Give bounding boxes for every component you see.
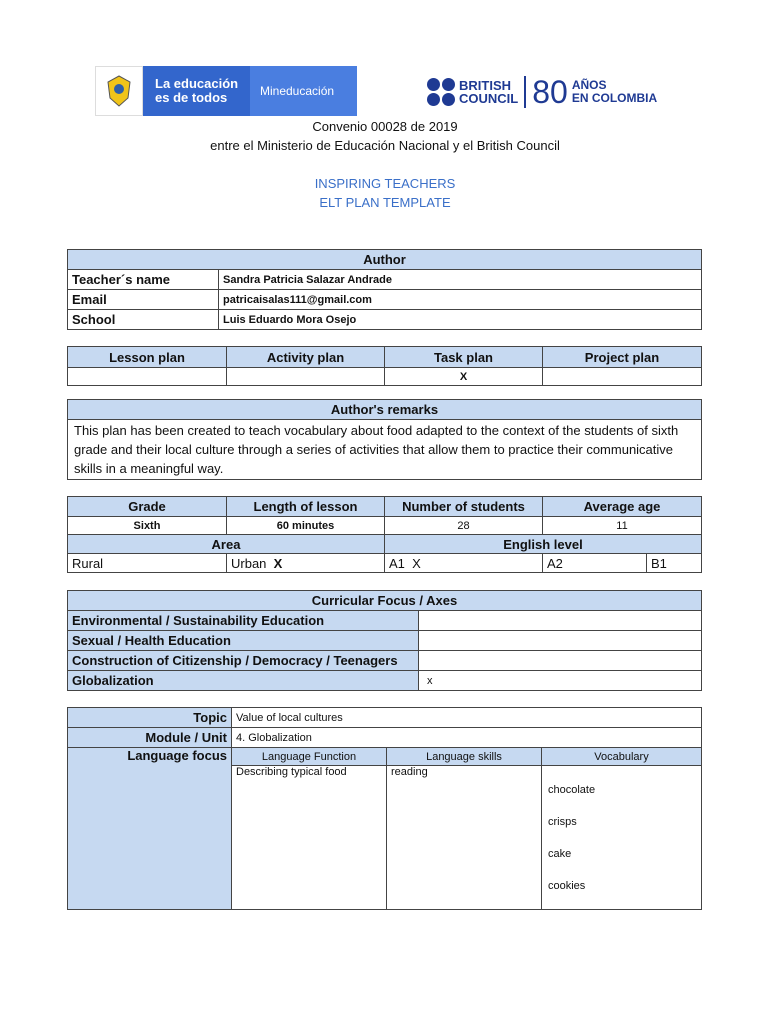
project-plan-mark xyxy=(543,368,702,386)
vocabulary-item: cake xyxy=(548,848,572,860)
teacher-value: Sandra Patricia Salazar Andrade xyxy=(219,270,702,290)
urban-option xyxy=(227,554,385,573)
author-table xyxy=(67,249,702,330)
remarks-heading: Author's remarks xyxy=(68,400,702,420)
brand-line-1: La educación xyxy=(155,76,239,91)
curricular-mark-environmental xyxy=(419,611,702,631)
agreement-parties: entre el Ministerio de Educación Nacional y el British Council xyxy=(210,138,560,153)
language-function-header: Language Function xyxy=(232,748,387,766)
length-label: Length of lesson xyxy=(227,497,385,517)
english-level-label: English level xyxy=(385,535,702,554)
education-brand xyxy=(143,66,250,116)
bc-years-1: AÑOS xyxy=(571,78,607,92)
topic-label: Topic xyxy=(68,708,232,728)
a1-option xyxy=(385,554,543,573)
vocabulary-item: cookies xyxy=(548,880,586,892)
bc-line-1: BRITISH xyxy=(459,78,511,93)
curricular-mark-globalization: x xyxy=(419,671,702,691)
vocabulary-item: chocolate xyxy=(548,784,596,796)
students-label: Number of students xyxy=(385,497,543,517)
school-label: School xyxy=(68,310,219,330)
program-title: INSPIRING TEACHERS xyxy=(314,176,456,191)
rural-label: Rural xyxy=(72,555,104,571)
bc-80: 80 xyxy=(524,76,568,108)
convenio-text: Convenio 00028 de 2019 xyxy=(312,119,458,134)
grade-value: Sixth xyxy=(68,517,227,535)
curricular-heading: Curricular Focus / Axes xyxy=(68,591,702,611)
b1-label: B1 xyxy=(651,555,667,571)
curricular-mark-sexual-health xyxy=(419,631,702,651)
vocabulary-header: Vocabulary xyxy=(542,748,702,766)
a2-option xyxy=(543,554,647,573)
length-value: 60 minutes xyxy=(227,517,385,535)
teacher-label: Teacher´s name xyxy=(68,270,219,290)
bc-dots-icon xyxy=(427,78,455,106)
email-label: Email xyxy=(68,290,219,310)
topic-table xyxy=(67,707,702,910)
vocabulary-item: crisps xyxy=(548,816,577,828)
author-heading: Author xyxy=(68,250,702,270)
age-value: 11 xyxy=(543,517,702,535)
language-skills-header: Language skills xyxy=(387,748,542,766)
school-value: Luis Eduardo Mora Osejo xyxy=(219,310,702,330)
lesson-plan-header: Lesson plan xyxy=(68,347,227,368)
template-title: ELT PLAN TEMPLATE xyxy=(319,195,451,210)
a1-mark: X xyxy=(412,555,421,571)
remarks-text: This plan has been created to teach vocabulary about food adapted to the context of the students of sixth grade and their local culture through a series of activities that allow them to practice their communicative skills in a meaningful way. xyxy=(68,420,702,480)
language-skills-value: reading xyxy=(387,766,542,910)
task-plan-header: Task plan xyxy=(385,347,543,368)
rural-option xyxy=(68,554,227,573)
curricular-row-sexual-health: Sexual / Health Education xyxy=(68,631,419,651)
a1-label: A1 xyxy=(389,555,405,571)
urban-label: Urban xyxy=(231,555,267,571)
bc-years-2: EN COLOMBIA xyxy=(571,91,658,105)
module-label: Module / Unit xyxy=(68,728,232,748)
email-value: patricaisalas111@gmail.com xyxy=(219,290,702,310)
curricular-row-citizenship: Construction of Citizenship / Democracy / Teenagers xyxy=(68,651,419,671)
urban-mark: X xyxy=(273,555,283,571)
language-function-value: Describing typical food xyxy=(232,766,387,910)
a2-label: A2 xyxy=(547,555,563,571)
language-focus-label xyxy=(68,748,232,910)
b1-option xyxy=(647,554,702,573)
grade-label: Grade xyxy=(68,497,227,517)
area-label: Area xyxy=(68,535,385,554)
curricular-mark-citizenship xyxy=(419,651,702,671)
coat-of-arms-icon xyxy=(95,66,143,116)
language-focus-text: Language focus xyxy=(127,748,227,763)
task-plan-mark: X xyxy=(385,368,543,386)
module-value: 4. Globalization xyxy=(232,728,702,748)
remarks-table xyxy=(67,399,702,480)
brand-line-2: es de todos xyxy=(155,90,228,105)
plan-type-table xyxy=(67,346,702,386)
vocabulary-list xyxy=(542,766,702,910)
students-value: 28 xyxy=(385,517,543,535)
age-label: Average age xyxy=(543,497,702,517)
activity-plan-mark xyxy=(227,368,385,386)
topic-value: Value of local cultures xyxy=(232,708,702,728)
curricular-table xyxy=(67,590,702,691)
lesson-plan-mark xyxy=(68,368,227,386)
curricular-row-environmental: Environmental / Sustainability Education xyxy=(68,611,419,631)
british-council-logo xyxy=(427,74,663,110)
curricular-row-globalization: Globalization xyxy=(68,671,419,691)
project-plan-header: Project plan xyxy=(543,347,702,368)
ministry-name: Mineducación xyxy=(250,66,357,116)
bc-line-2: COUNCIL xyxy=(459,91,519,106)
activity-plan-header: Activity plan xyxy=(227,347,385,368)
ministry-logo xyxy=(95,66,357,116)
class-info-table xyxy=(67,496,702,573)
